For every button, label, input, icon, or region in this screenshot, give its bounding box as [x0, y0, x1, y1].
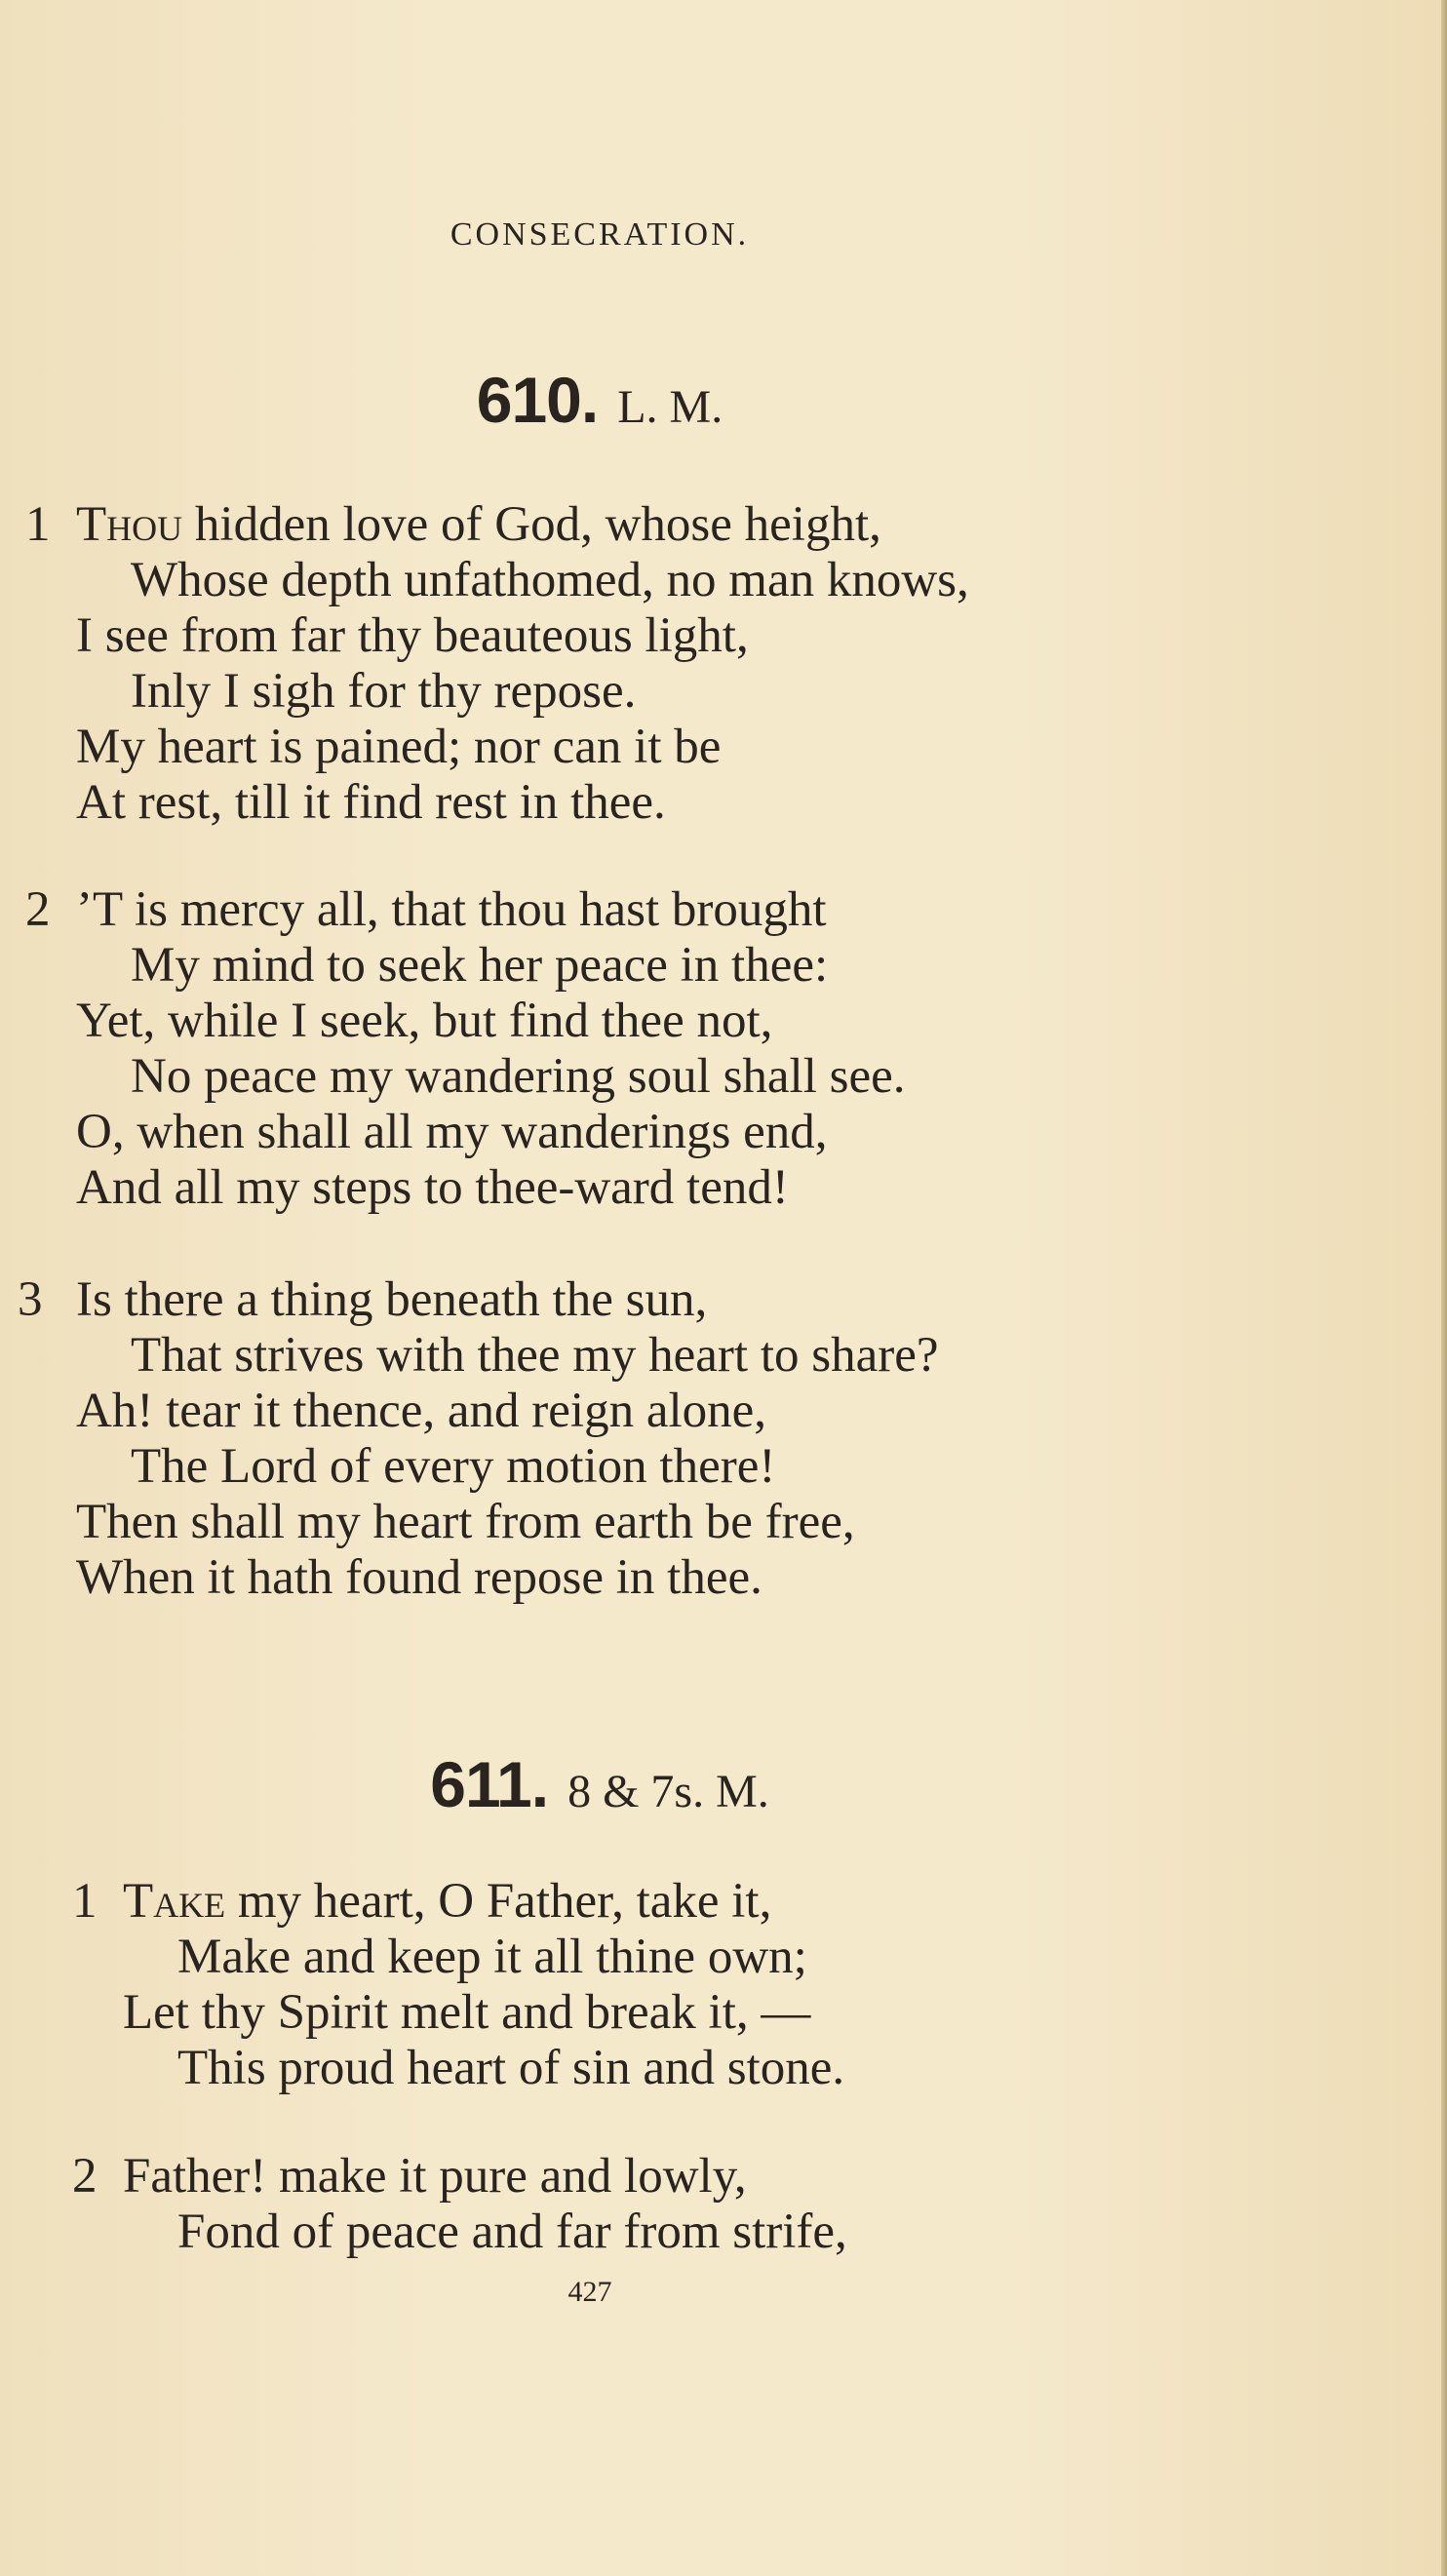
verse-line: When it hath found repose in thee. [76, 1550, 763, 1605]
line-text: hidden love of God, whose height, [182, 497, 881, 552]
line-text: Is there a thing beneath the sun, [76, 1272, 708, 1327]
verse-number: 1 [25, 497, 51, 552]
verse-line: And all my steps to thee-ward tend! [76, 1160, 789, 1215]
verse-number: 1 [72, 1874, 98, 1929]
first-word: Thou [76, 497, 183, 552]
hymn-title-610 [0, 363, 1199, 437]
verse-611-2 [72, 2149, 847, 2260]
verse-line: Fond of peace and far from strife, [177, 2205, 847, 2259]
hymn-meter: L. M. [617, 381, 724, 433]
verse-line: My mind to seek her peace in thee: [131, 938, 829, 993]
verse-610-2 [25, 882, 906, 1216]
hymn-number: 611. [430, 1748, 549, 1820]
verse-610-3 [18, 1272, 938, 1606]
verse-611-1 [72, 1874, 844, 2096]
hymn-title-611 [0, 1747, 1199, 1821]
first-word: Take [123, 1874, 226, 1929]
verse-number: 3 [18, 1272, 43, 1327]
verse-line: The Lord of every motion there! [131, 1439, 776, 1494]
verse-line [72, 2149, 847, 2205]
verse-line: Yet, while I seek, but find thee not, [76, 994, 773, 1048]
line-text: ’T is mercy all, that thou hast brought [76, 882, 827, 937]
verse-line: Whose depth unfathomed, no man knows, [131, 553, 969, 607]
verse-line: My heart is pained; nor can it be [76, 720, 722, 774]
verse-line: Ah! tear it thence, and reign alone, [76, 1384, 767, 1438]
line-text: my heart, O Father, take it, [225, 1874, 772, 1929]
running-header: CONSECRATION. [450, 216, 750, 253]
hymn-meter: 8 & 7s. M. [567, 1766, 769, 1817]
hymn-number: 610. [476, 364, 599, 436]
verse-line: At rest, till it find rest in thee. [76, 775, 666, 830]
verse-number: 2 [72, 2149, 98, 2204]
line-text: Father! make it pure and lowly, [123, 2149, 747, 2204]
page-number: 427 [567, 2276, 612, 2308]
verse-line: I see from far thy beauteous light, [76, 608, 749, 663]
verse-line: Then shall my heart from earth be free, [76, 1495, 855, 1549]
verse-line: No peace my wandering soul shall see. [131, 1049, 906, 1104]
verse-line: That strives with thee my heart to share? [131, 1328, 939, 1383]
verse-line [18, 1272, 938, 1328]
verse-line: Inly I sigh for thy repose. [131, 664, 637, 719]
verse-line: O, when shall all my wanderings end, [76, 1105, 828, 1159]
verse-line: Let thy Spirit melt and break it, — [123, 1985, 811, 2040]
page-edge [1441, 0, 1447, 2576]
verse-line: This proud heart of sin and stone. [177, 2041, 845, 2095]
verse-610-1 [25, 497, 969, 831]
verse-number: 2 [25, 882, 51, 937]
verse-line: Make and keep it all thine own; [177, 1930, 807, 1984]
verse-line [25, 882, 906, 938]
verse-line [25, 497, 969, 553]
verse-line [72, 1874, 844, 1930]
